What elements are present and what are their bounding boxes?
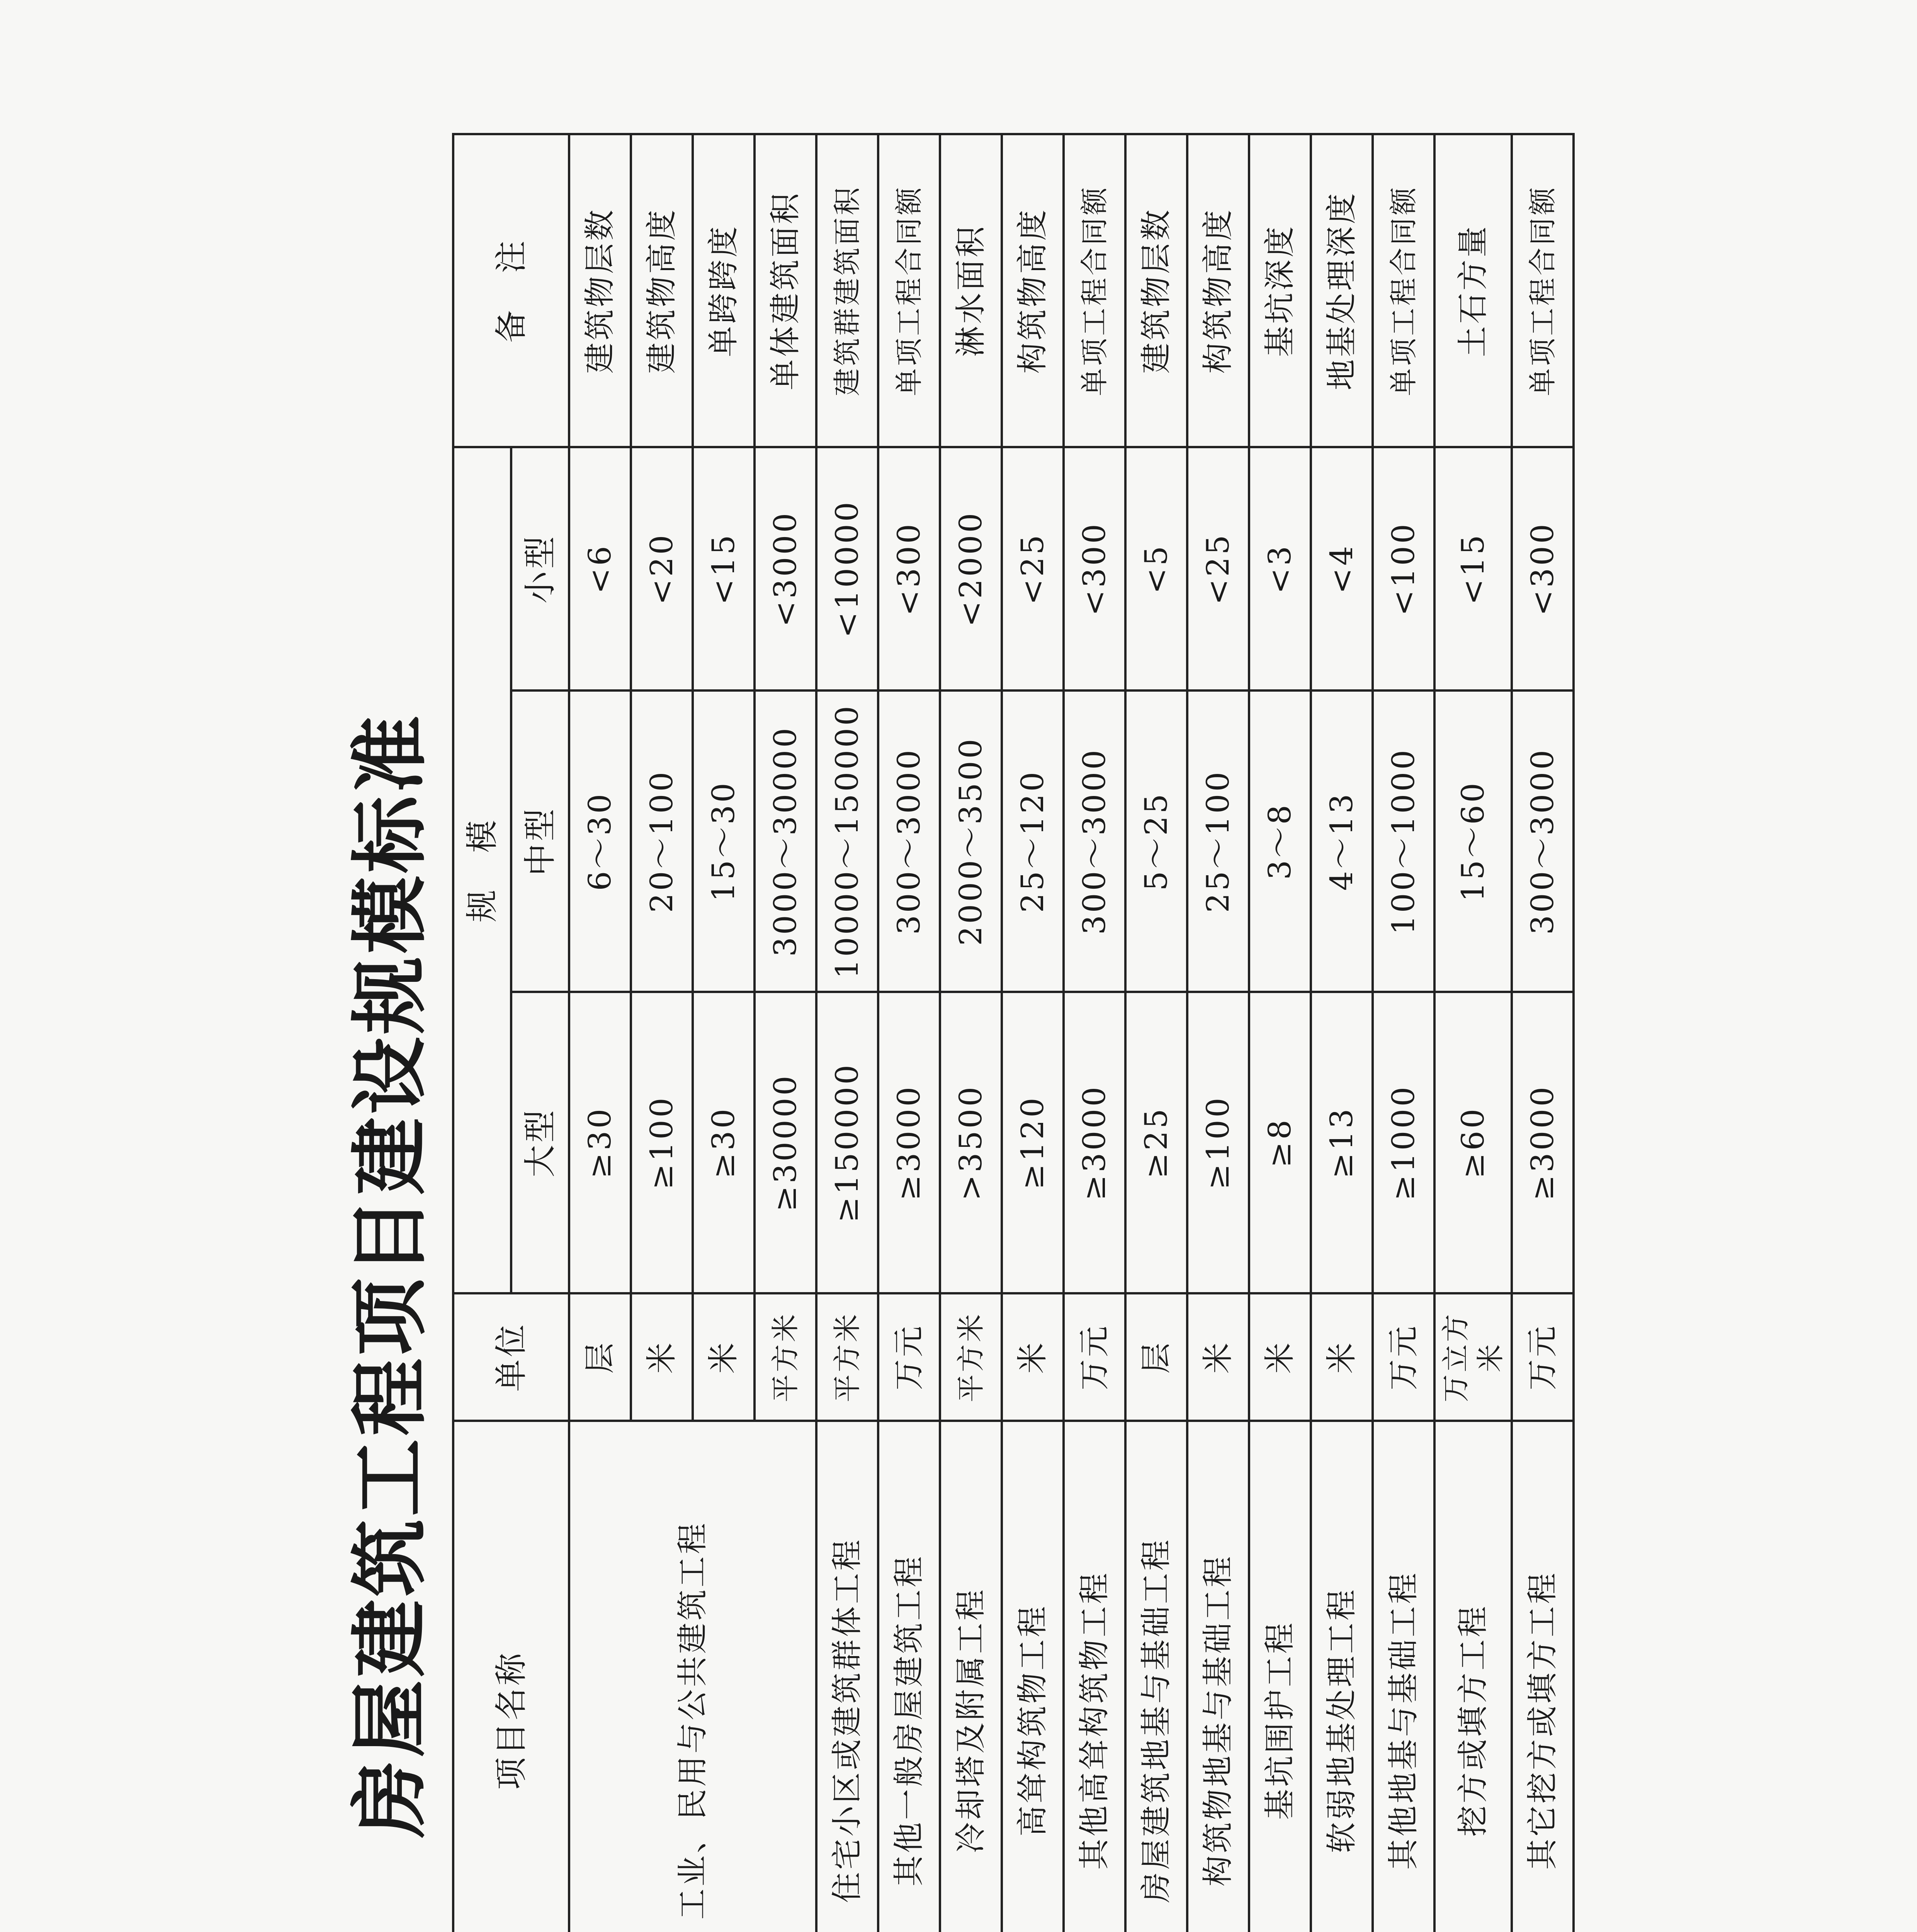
unit-cell: 米	[631, 1293, 693, 1421]
medium-cell: 15～30	[693, 690, 755, 992]
large-cell: ≥150000	[816, 992, 878, 1293]
unit-cell: 米	[1249, 1293, 1311, 1421]
remark-cell: 地基处理深度	[1311, 134, 1373, 447]
unit-cell: 米	[1187, 1293, 1249, 1421]
small-cell: <4	[1311, 447, 1373, 690]
small-cell: <100	[1373, 447, 1434, 690]
project-name: 软弱地基处理工程	[1311, 1421, 1373, 1932]
large-cell: >3500	[940, 992, 1002, 1293]
medium-cell: 15～60	[1434, 690, 1512, 992]
header-remark: 备 注	[453, 134, 569, 447]
unit-cell: 万元	[1064, 1293, 1125, 1421]
medium-cell: 3～8	[1249, 690, 1311, 992]
large-cell: ≥30000	[755, 992, 816, 1293]
project-name: 基坑围护工程	[1249, 1421, 1311, 1932]
table-row	[878, 134, 940, 1932]
project-name: 其它挖方或填方工程	[1512, 1421, 1574, 1932]
table-row	[940, 134, 1002, 1932]
header-medium: 中型	[511, 690, 569, 992]
medium-cell: 300～3000	[878, 690, 940, 992]
medium-cell: 6～30	[569, 690, 631, 992]
table-row	[1512, 134, 1574, 1932]
project-name: 高耸构筑物工程	[1002, 1421, 1064, 1932]
scale-standards-table	[452, 133, 1575, 1932]
medium-cell: 25～100	[1187, 690, 1249, 992]
remark-cell: 土石方量	[1434, 134, 1512, 447]
remark-cell: 建筑物层数	[1125, 134, 1187, 447]
unit-cell: 万元	[1373, 1293, 1434, 1421]
medium-cell: 20～100	[631, 690, 693, 992]
page-title: 房屋建筑工程项目建设规模标准	[345, 713, 435, 1838]
unit-cell: 米	[1311, 1293, 1373, 1421]
small-cell: <25	[1187, 447, 1249, 690]
remark-cell: 单项工程合同额	[1512, 134, 1574, 447]
unit-cell: 米	[1002, 1293, 1064, 1421]
small-cell: <10000	[816, 447, 878, 690]
remark-cell: 建筑物层数	[569, 134, 631, 447]
remark-cell: 构筑物高度	[1187, 134, 1249, 447]
large-cell: ≥30	[569, 992, 631, 1293]
large-cell: ≥100	[631, 992, 693, 1293]
medium-cell: 100～1000	[1373, 690, 1434, 992]
table-row	[1249, 134, 1311, 1932]
medium-cell: 25～120	[1002, 690, 1064, 992]
large-cell: ≥13	[1311, 992, 1373, 1293]
project-name: 其他一般房屋建筑工程	[878, 1421, 940, 1932]
large-cell: ≥8	[1249, 992, 1311, 1293]
table-row	[1434, 134, 1512, 1932]
table-row	[1002, 134, 1064, 1932]
remark-cell: 建筑物高度	[631, 134, 693, 447]
table-row	[569, 134, 631, 1932]
header-scale: 规 模	[453, 447, 511, 1293]
header-small: 小型	[511, 447, 569, 690]
medium-cell: 3000～30000	[755, 690, 816, 992]
project-name: 工业、民用与公共建筑工程	[569, 1421, 816, 1932]
remark-cell: 基坑深度	[1249, 134, 1311, 447]
medium-cell: 300～3000	[1064, 690, 1125, 992]
header-unit: 单位	[453, 1293, 569, 1421]
table-row	[1125, 134, 1187, 1932]
unit-cell: 层	[1125, 1293, 1187, 1421]
project-name: 冷却塔及附属工程	[940, 1421, 1002, 1932]
remark-cell: 单项工程合同额	[878, 134, 940, 447]
project-name: 住宅小区或建筑群体工程	[816, 1421, 878, 1932]
header-name: 项目名称	[453, 1421, 569, 1932]
small-cell: <300	[1064, 447, 1125, 690]
unit-cell: 万元	[1512, 1293, 1574, 1421]
large-cell: ≥3000	[1512, 992, 1574, 1293]
remark-cell: 单项工程合同额	[1373, 134, 1434, 447]
table-row	[1187, 134, 1249, 1932]
table-row	[1373, 134, 1434, 1932]
table-row	[1311, 134, 1373, 1932]
medium-cell: 300～3000	[1512, 690, 1574, 992]
small-cell: <300	[1512, 447, 1574, 690]
large-cell: ≥25	[1125, 992, 1187, 1293]
rotated-document	[251, 116, 1874, 1932]
remark-cell: 建筑群建筑面积	[816, 134, 878, 447]
small-cell: <6	[569, 447, 631, 690]
small-cell: <3000	[755, 447, 816, 690]
table-row	[1064, 134, 1125, 1932]
small-cell: <15	[1434, 447, 1512, 690]
large-cell: ≥1000	[1373, 992, 1434, 1293]
table-row	[816, 134, 878, 1932]
small-cell: <20	[631, 447, 693, 690]
remark-cell: 单跨跨度	[693, 134, 755, 447]
project-name: 构筑物地基与基础工程	[1187, 1421, 1249, 1932]
large-cell: ≥60	[1434, 992, 1512, 1293]
project-name: 其他地基与基础工程	[1373, 1421, 1434, 1932]
small-cell: <15	[693, 447, 755, 690]
unit-cell: 米	[693, 1293, 755, 1421]
project-name: 房屋建筑地基与基础工程	[1125, 1421, 1187, 1932]
large-cell: ≥3000	[1064, 992, 1125, 1293]
small-cell: <2000	[940, 447, 1002, 690]
large-cell: ≥3000	[878, 992, 940, 1293]
large-cell: ≥120	[1002, 992, 1064, 1293]
header-large: 大型	[511, 992, 569, 1293]
remark-cell: 淋水面积	[940, 134, 1002, 447]
medium-cell: 2000～3500	[940, 690, 1002, 992]
medium-cell: 10000～150000	[816, 690, 878, 992]
unit-cell: 平方米	[816, 1293, 878, 1421]
remark-cell: 单项工程合同额	[1064, 134, 1125, 447]
large-cell: ≥30	[693, 992, 755, 1293]
unit-cell: 平方米	[755, 1293, 816, 1421]
remark-cell: 单体建筑面积	[755, 134, 816, 447]
remark-cell: 构筑物高度	[1002, 134, 1064, 447]
small-cell: <5	[1125, 447, 1187, 690]
unit-cell: 平方米	[940, 1293, 1002, 1421]
project-name: 挖方或填方工程	[1434, 1421, 1512, 1932]
medium-cell: 5～25	[1125, 690, 1187, 992]
unit-cell: 万立方米	[1434, 1293, 1512, 1421]
small-cell: <25	[1002, 447, 1064, 690]
large-cell: ≥100	[1187, 992, 1249, 1293]
project-name: 其他高耸构筑物工程	[1064, 1421, 1125, 1932]
table-header-row	[453, 134, 511, 1932]
unit-cell: 万元	[878, 1293, 940, 1421]
small-cell: <300	[878, 447, 940, 690]
unit-cell: 层	[569, 1293, 631, 1421]
medium-cell: 4～13	[1311, 690, 1373, 992]
small-cell: <3	[1249, 447, 1311, 690]
